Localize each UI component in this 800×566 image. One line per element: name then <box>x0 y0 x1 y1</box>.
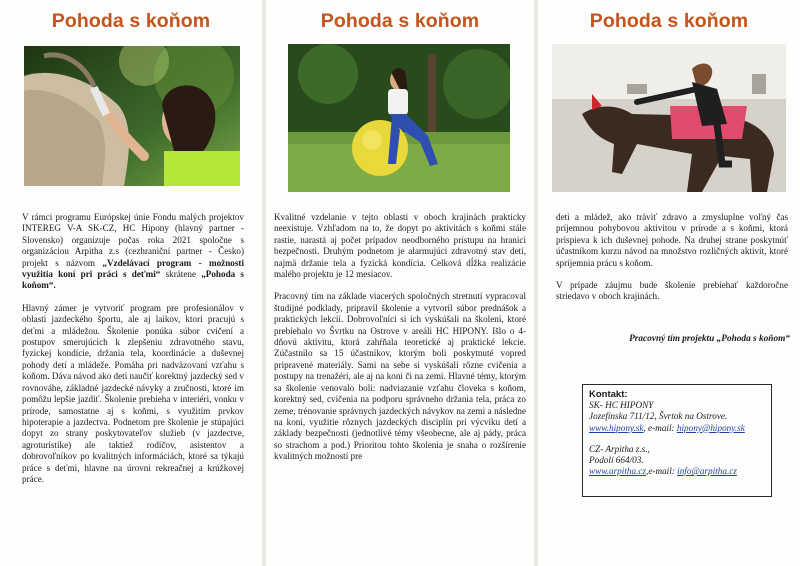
email-link-cz[interactable]: info@arpitha.cz <box>677 466 737 477</box>
right-text <box>556 212 788 303</box>
team-signature: Pracovný tím projektu „Pohoda s koňom“ <box>629 334 790 344</box>
panel-title: Pohoda s koňom <box>589 10 749 32</box>
goal-paragraph: Hlavný zámer je vytvoriť program pre profesionálov v oblasti jazdeckého športu, ale aj laikov, ktorí pracujú s deťmi a mládežou. Školenie ponúka súbor cvičení a postupov smerujúcich k zlepšeniu zdravotného stavu, fyzickej kondície, držania tela, koordinácie a duševnej pohody detí a mládeže. Pomáha pri nadväzovaní vzťahu s koňom. Dáva návod ako deti naučiť korektný jazdecký sed v rovnováhe, základné jazdecké návyky a zručnosti, ktoré im pomôžu lepšie jazdiť. Školenie prebieha v interiéri, vonku v prírode, samostatne aj s koňmi, s využitím prvkov hipoterapie a jazdectva. Podnetom pre školenie je stúpajúci dopyt zo strany poskytovateľov služieb (v jazdectve, agroturistike) ale taktiež rodičov, asistentov a dobrovoľníkov po kvalitných informáciách, ktoré sa týkajú práce s deťmi, hlavne na úrovni rekreačnej a krúžkovej práce. <box>22 302 244 484</box>
contact-box <box>582 384 772 497</box>
contact-org-cz: CZ- Arpitha z.s., <box>589 443 650 454</box>
website-link-sk[interactable]: www.hipony.sk <box>589 422 644 433</box>
girl-riding-horse-photo <box>552 44 786 192</box>
panel-title: Pohoda s koňom <box>320 10 480 32</box>
contact-org-sk: SK- HC HIPONY <box>589 400 654 411</box>
panel-middle <box>266 0 534 566</box>
panel-left <box>0 0 262 566</box>
middle-text <box>274 212 526 463</box>
intro-text <box>22 212 244 485</box>
girl-brushing-horse-photo <box>24 46 240 186</box>
team-paragraph: Pracovný tím na základe viacerých spoločných stretnutí vypracoval študijné podklady, pripravil školenie a vytvoril súbor prednášok a praktických lekcií. Dobrovoľníci si ich vyskúšali na školení, ktoré prebiehalo vo Švrtku na Ostrove v areáli HC HIPONY. Išlo o 4-dňovú aktivitu, ktorá zahŕňala teoretické aj praktické lekcie. Zúčastnilo sa 15 účastníkov, ktorým boli poskytnuté vopred pripravené materiály. Sami na sebe si vyskúšali rôzne cvičenia a postupy na trenažéri, ale aj na koni či na zemi. Hlavné témy, ktorým sa školenie venovalo boli: nadviazanie vzťahu človeka s koňom, korektný sed, cvičenia na podporu správneho držania tela, práca zo zeme, trénovanie správnych jazdeckých návykov na zemi a následne na koni, využitie rôznych jazdeckých disciplín pri výcviku detí a základy bezpečnosti (jednotlivé témy všeobecne, ale aj pády, práca so strachom a pod.) Prioritou tohto školenia je snaha o rozšírenie kvalitných možností pre <box>274 291 526 462</box>
contact-line-sk: www.hipony.sk, e-mail: hipony@hipony.sk <box>589 422 745 433</box>
repeat-paragraph: V prípade záujmu bude školenie prebiehať každoročne striedavo v oboch krajinách. <box>556 280 788 302</box>
contact-heading: Kontakt: <box>589 389 628 400</box>
girl-on-yellow-ball-photo <box>288 44 510 192</box>
contact-address-cz: Podolí 664/03. <box>589 455 644 466</box>
contact-line-cz: www.arpitha.cz,e-mail: info@arpitha.cz <box>589 466 737 477</box>
email-link-sk[interactable]: hipony@hipony.sk <box>676 422 745 433</box>
panel-title: Pohoda s koňom <box>51 10 211 32</box>
purpose-paragraph: deti a mládež, ako tráviť zdravo a zmysluplne voľný čas príjemnou pohybovou aktivitou v prírode a s koňmi, ktorá prispieva k ich duševnej pohode. Na druhej strane poskytnúť účastníkom kurzu návod na množstvo rozličných aktivít, ktoré spríjemnia prácu s koňom. <box>556 212 788 268</box>
website-link-cz[interactable]: www.arpitha.cz <box>589 466 647 477</box>
intro-paragraph: V rámci programu Európskej únie Fondu malých projektov INTEREG V-A SK-CZ, HC Hipony (hlavný partner - Slovensko) organizuje počas roka 2021 spoločne s organizáciou Arpitha z.s (cezhraniční partner - Česko) projekt s názvom „Vzdelávací program - možnosti využitia koní pri práci s deťmi“ skrátene „Pohoda s koňom“. <box>22 212 244 291</box>
quality-paragraph: Kvalitné vzdelanie v tejto oblasti v oboch krajinách prakticky neexistuje. Vzhľadom na to, že dopyt po aktivitách s koňmi stále rastie, narastá aj počet prípadov neodborného prístupu na hranici bezpečnosti. Druhým podnetom je alarmujúci zdravotný stav detí, najmä držanie tela a fyzická kondícia. Celková dĺžka realizácie malého projektu je 12 mesiacov. <box>274 212 526 280</box>
contact-address-sk: Jozefínska 711/12, Švrtok na Ostrove. <box>589 411 728 422</box>
